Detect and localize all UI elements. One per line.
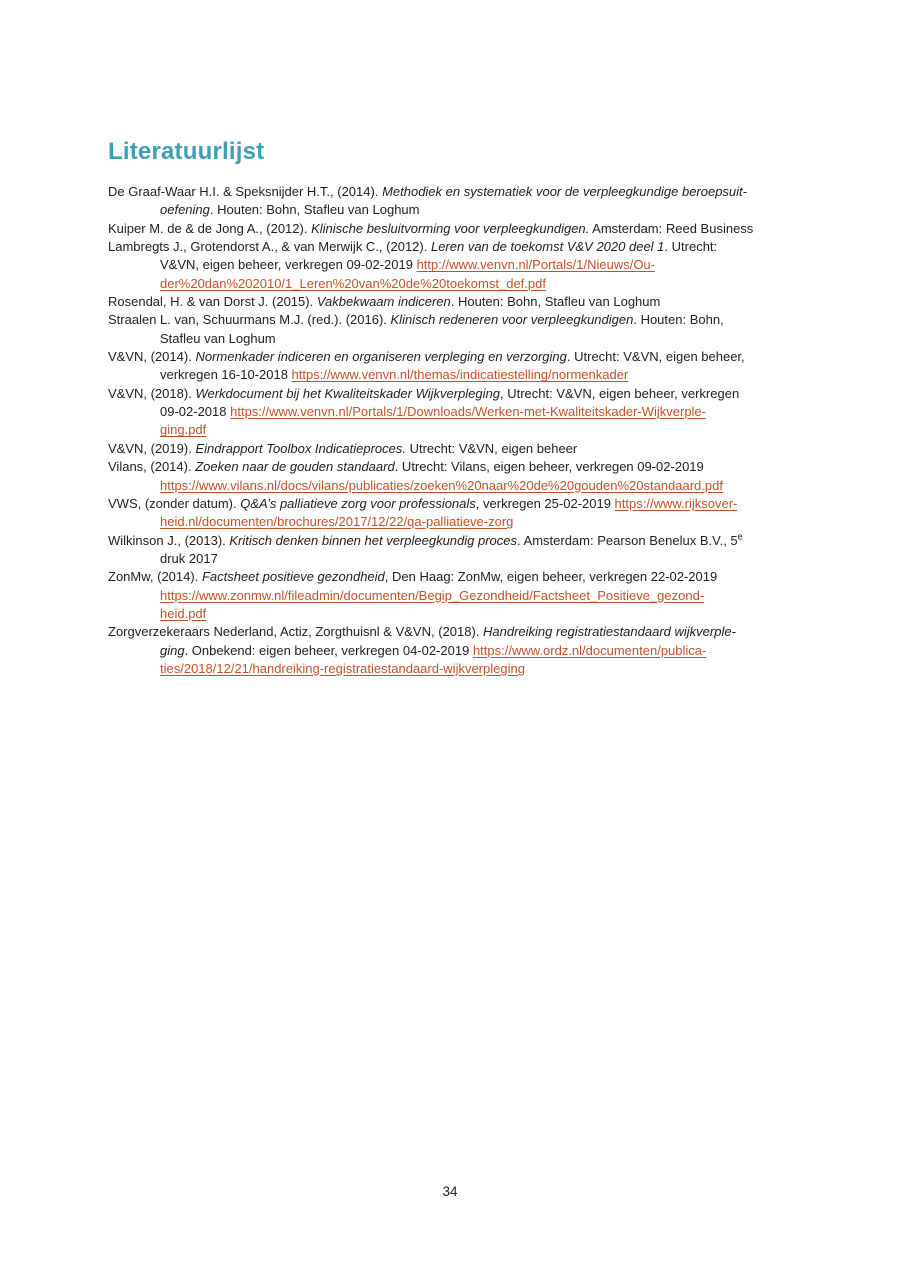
reference-line <box>108 440 808 458</box>
reference-line <box>108 403 808 421</box>
reference-text: Klinische besluitvorming voor verpleegkundigen. <box>311 220 590 236</box>
reference-line <box>108 458 808 476</box>
page-content <box>108 138 808 678</box>
reference-line <box>108 642 808 660</box>
reference-text: Zorgverzekeraars Nederland, Actiz, Zorgthuisnl & V&VN, (2018). <box>108 624 483 640</box>
reference-entry <box>108 220 808 238</box>
reference-text: 09-02-2018 <box>160 404 231 420</box>
reference-text: Werkdocument bij het Kwaliteitskader Wijkverpleging <box>195 385 500 401</box>
reference-link[interactable]: der%20dan%202010/1_Leren%20van%20de%20toekomst_def.pdf <box>160 275 546 291</box>
reference-text: Amsterdam: Reed Business <box>589 220 754 236</box>
reference-text: Q&A’s palliatieve zorg voor professionals <box>240 495 476 511</box>
reference-line <box>108 183 808 201</box>
reference-entry <box>108 458 808 495</box>
reference-entry <box>108 311 808 348</box>
reference-text: Straalen L. van, Schuurmans M.J. (red.). (2016). <box>108 312 391 328</box>
reference-entry <box>108 623 808 678</box>
reference-entry <box>108 568 808 623</box>
reference-line <box>108 587 808 605</box>
reference-list <box>108 183 808 678</box>
reference-text: . Onbekend: eigen beheer, verkregen 04-02-2019 <box>184 642 473 658</box>
reference-link[interactable]: ties/2018/12/21/handreiking-registratiestandaard-wijkverpleging <box>160 660 525 676</box>
reference-link[interactable]: http://www.venvn.nl/Portals/1/Nieuws/Ou- <box>416 257 655 273</box>
reference-text: . Utrecht: <box>664 239 718 255</box>
reference-line <box>108 495 808 513</box>
reference-text: V&VN, (2018). <box>108 385 196 401</box>
reference-line <box>108 311 808 329</box>
reference-entry <box>108 495 808 532</box>
reference-line <box>108 366 808 384</box>
reference-text: Utrecht: V&VN, eigen beheer <box>405 440 578 456</box>
reference-text: . Utrecht: Vilans, eigen beheer, verkregen 09-02-2019 <box>394 459 704 475</box>
reference-line <box>108 421 808 439</box>
reference-text: Stafleu van Loghum <box>160 330 276 346</box>
reference-text: Kritisch denken binnen het verpleegkundig proces <box>229 532 518 548</box>
reference-text: . Houten: Bohn, Stafleu van Loghum <box>450 294 661 310</box>
reference-text: , Utrecht: V&VN, eigen beheer, verkregen <box>500 385 740 401</box>
reference-link[interactable]: heid.pdf <box>160 605 207 621</box>
reference-link[interactable]: https://www.ordz.nl/documenten/publica- <box>472 642 707 658</box>
reference-text: Vilans, (2014). <box>108 459 196 475</box>
reference-text: Wilkinson J., (2013). <box>108 532 230 548</box>
reference-text: . Houten: Bohn, <box>633 312 724 328</box>
reference-text: Zoeken naar de gouden standaard <box>195 459 395 475</box>
reference-text: ging <box>160 642 185 658</box>
reference-text: Eindrapport Toolbox Indicatieproces. <box>195 440 406 456</box>
reference-text: V&VN, (2014). <box>108 349 196 365</box>
reference-text: Handreiking registratiestandaard wijkverple- <box>483 624 736 640</box>
reference-entry <box>108 532 808 569</box>
reference-link[interactable]: https://www.vilans.nl/docs/vilans/publicaties/zoeken%20naar%20de%20gouden%20standaard.pdf <box>160 477 723 493</box>
reference-link[interactable]: https://www.venvn.nl/Portals/1/Downloads/Werken-met-Kwaliteitskader-Wijkverple- <box>230 404 706 420</box>
reference-line <box>108 550 808 568</box>
reference-entry <box>108 385 808 440</box>
reference-text: Normenkader indiceren en organiseren verpleging en verzorging <box>195 349 567 365</box>
reference-line <box>108 513 808 531</box>
reference-line <box>108 568 808 586</box>
reference-entry <box>108 183 808 220</box>
reference-entry <box>108 440 808 458</box>
reference-text: V&VN, eigen beheer, verkregen 09-02-2019 <box>160 257 417 273</box>
reference-line <box>108 660 808 678</box>
reference-line <box>108 201 808 219</box>
reference-text: Methodiek en systematiek voor de verpleegkundige beroepsuit- <box>382 184 747 199</box>
reference-text: Factsheet positieve gezondheid <box>201 569 385 585</box>
reference-entry <box>108 238 808 293</box>
reference-text: . Houten: Bohn, Stafleu van Loghum <box>209 202 420 218</box>
reference-text: Lambregts J., Grotendorst A., & van Merwijk C., (2012). <box>108 239 431 255</box>
page-number: 34 <box>442 1184 458 1199</box>
reference-text: e <box>737 531 743 542</box>
reference-line <box>108 605 808 623</box>
reference-link[interactable]: https://www.zonmw.nl/fileadmin/documenten/Begip_Gezondheid/Factsheet_Positieve_gezond- <box>160 587 705 603</box>
reference-line <box>108 293 808 311</box>
reference-line <box>108 275 808 293</box>
reference-text: druk 2017 <box>160 550 218 566</box>
reference-text: ZonMw, (2014). <box>108 569 202 585</box>
reference-text: Rosendal, H. & van Dorst J. (2015). <box>108 294 317 310</box>
reference-line <box>108 220 808 238</box>
reference-line <box>108 532 808 550</box>
reference-text: verkregen 16-10-2018 <box>160 367 292 383</box>
reference-line <box>108 238 808 256</box>
reference-line <box>108 623 808 641</box>
reference-entry <box>108 348 808 385</box>
page-title: Literatuurlijst <box>108 138 265 165</box>
reference-text: Kuiper M. de & de Jong A., (2012). <box>108 220 312 236</box>
reference-entry <box>108 293 808 311</box>
reference-text: oefening <box>160 202 210 218</box>
reference-text: Leren van de toekomst V&V 2020 deel 1 <box>430 239 665 255</box>
reference-link[interactable]: https://www.venvn.nl/themas/indicatiestelling/normenkader <box>291 367 629 383</box>
reference-line <box>108 348 808 366</box>
reference-text: Vakbekwaam indiceren <box>316 294 451 310</box>
reference-text: V&VN, (2019). <box>108 440 196 456</box>
reference-text: De Graaf-Waar H.I. & Speksnijder H.T., (2014). <box>108 184 383 199</box>
reference-text: VWS, (zonder datum). <box>108 495 241 511</box>
reference-text: , verkregen 25-02-2019 <box>475 495 615 511</box>
reference-text: , Den Haag: ZonMw, eigen beheer, verkregen 22-02-2019 <box>384 569 718 585</box>
reference-text: . Utrecht: V&VN, eigen beheer, <box>566 349 745 365</box>
reference-link[interactable]: https://www.rijksover- <box>614 495 738 511</box>
reference-text: . Amsterdam: Pearson Benelux B.V., 5 <box>517 532 738 548</box>
reference-link[interactable]: heid.nl/documenten/brochures/2017/12/22/qa-palliatieve-zorg <box>160 514 514 530</box>
reference-line <box>108 330 808 348</box>
reference-line <box>108 256 808 274</box>
reference-line <box>108 385 808 403</box>
reference-link[interactable]: ging.pdf <box>160 422 207 438</box>
reference-text: Klinisch redeneren voor verpleegkundigen <box>390 312 634 328</box>
reference-line <box>108 477 808 495</box>
